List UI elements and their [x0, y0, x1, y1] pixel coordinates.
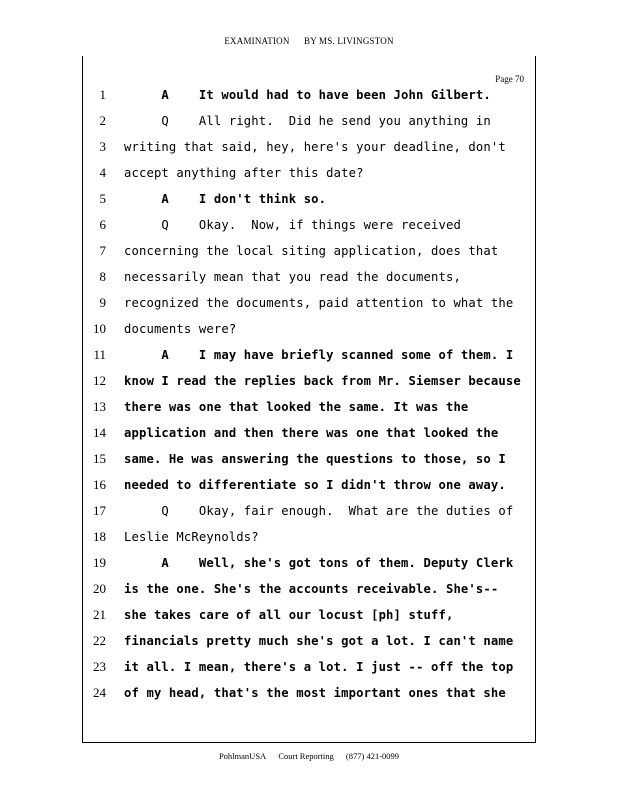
line-number: 3: [99, 139, 106, 154]
transcript-line: concerning the local siting application, does that: [124, 244, 499, 258]
line-number: 14: [93, 425, 106, 440]
line-number: 19: [93, 555, 106, 570]
line-number: 15: [93, 451, 106, 466]
transcript-line: application and then there was one that looked the: [124, 426, 499, 440]
transcript-line: Q All right. Did he send you anything in: [124, 114, 491, 128]
line-number: 22: [93, 633, 106, 648]
transcript-line: A Well, she's got tons of them. Deputy Clerk: [124, 556, 514, 570]
line-number: 13: [93, 399, 106, 414]
transcript-line: writing that said, hey, here's your deadline, don't: [124, 140, 506, 154]
transcript-line: financials pretty much she's got a lot. I can't name: [124, 634, 514, 648]
line-number: 1: [99, 87, 106, 102]
transcript-line: necessarily mean that you read the documents,: [124, 270, 461, 284]
line-number: 12: [93, 373, 106, 388]
transcript-line: same. He was answering the questions to those, so I: [124, 452, 506, 466]
transcript-line: Leslie McReynolds?: [124, 530, 259, 544]
transcript-line: of my head, that's the most important ones that she: [124, 686, 506, 700]
transcript-line: recognized the documents, paid attention to what the: [124, 296, 514, 310]
line-number: 6: [99, 217, 106, 232]
transcript-line: A I don't think so.: [124, 192, 327, 206]
line-number: 11: [93, 347, 106, 362]
footer-company: PohlmanUSA: [218, 751, 267, 761]
transcript-line: is the one. She's the accounts receivable. She's--: [124, 582, 499, 596]
line-number: 23: [93, 659, 106, 674]
line-number: 9: [99, 295, 106, 310]
transcript-line: needed to differentiate so I didn't throw one away.: [124, 478, 506, 492]
header-examiner: BY MS. LIVINGSTON: [304, 36, 394, 46]
transcript-line: A It would had to have been John Gilbert.: [124, 88, 491, 102]
line-number: 17: [93, 503, 106, 518]
line-number: 2: [99, 113, 106, 128]
page-header: [0, 36, 618, 46]
footer-service: Court Reporting: [278, 751, 334, 761]
footer-phone: (877) 421-0099: [345, 751, 400, 761]
transcript-line: A I may have briefly scanned some of them. I: [124, 348, 514, 362]
transcript-line: it all. I mean, there's a lot. I just -- off the top: [124, 660, 514, 674]
transcript-line: Q Okay, fair enough. What are the duties of: [124, 504, 514, 518]
line-number: 21: [93, 607, 106, 622]
page-number: Page 70: [495, 74, 524, 84]
line-number: 5: [99, 191, 106, 206]
line-number: 10: [93, 321, 106, 336]
transcript-line: there was one that looked the same. It was the: [124, 400, 469, 414]
transcript-line: documents were?: [124, 322, 237, 336]
line-number: 4: [99, 165, 106, 180]
line-number: 16: [93, 477, 106, 492]
transcript-line: know I read the replies back from Mr. Siemser because: [124, 374, 521, 388]
line-number: 24: [93, 685, 106, 700]
header-examination: EXAMINATION: [224, 36, 290, 46]
line-number: 7: [99, 243, 106, 258]
transcript-line: Q Okay. Now, if things were received: [124, 218, 461, 232]
page-footer: [0, 751, 618, 761]
line-number: 8: [99, 269, 106, 284]
line-number: 20: [93, 581, 106, 596]
line-number: 18: [93, 529, 106, 544]
transcript-line: accept anything after this date?: [124, 166, 364, 180]
transcript-line: she takes care of all our locust [ph] stuff,: [124, 608, 454, 622]
